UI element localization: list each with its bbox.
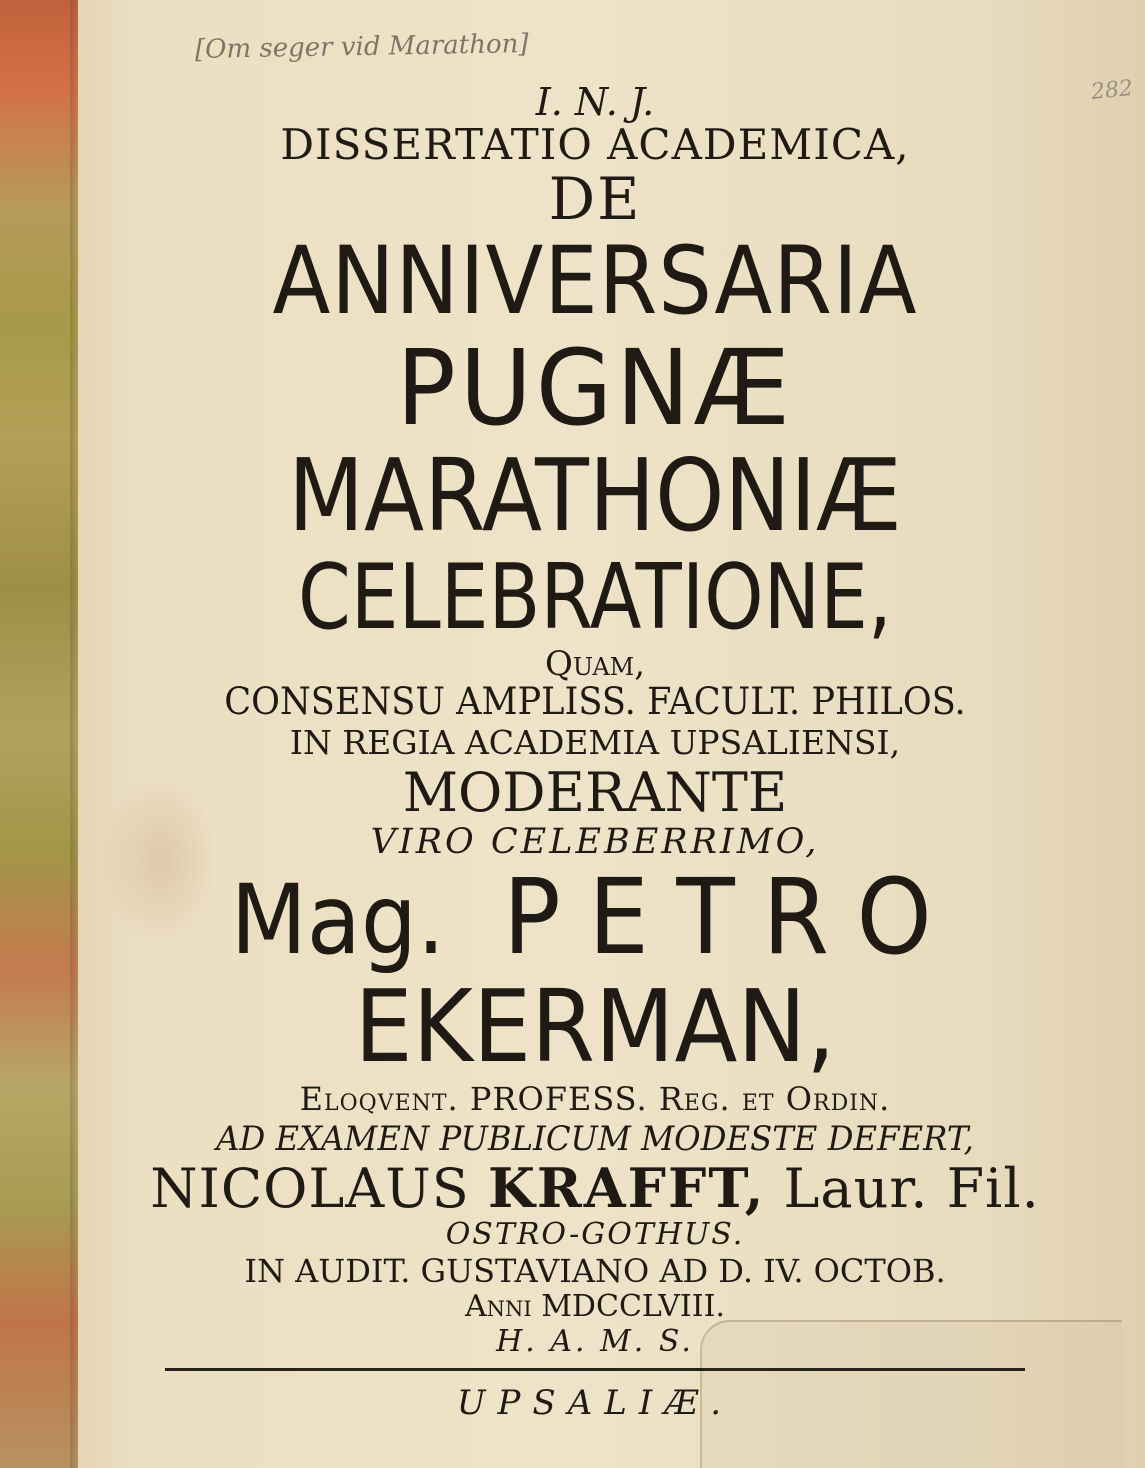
nicolaus-name: NICOLAUS <box>150 1157 470 1220</box>
imprint-rule <box>165 1368 1025 1371</box>
laur-fil: Laur. Fil. <box>783 1157 1040 1220</box>
praeses-name-line <box>130 856 1059 978</box>
consensu-line: CONSENSU AMPLISS. FACULT. PHILOS. <box>224 680 966 723</box>
ad-examen-line: AD EXAMEN PUBLICUM MODESTE DEFERT, <box>216 1119 974 1159</box>
de-line: DE <box>548 165 642 233</box>
anniversaria-line: ANNIVERSARIA <box>272 227 918 336</box>
krafft-name: KRAFFT, <box>487 1156 766 1220</box>
moderante-line: MODERANTE <box>402 761 788 824</box>
title-block <box>90 82 1100 1423</box>
celebratione-line: CELEBRATIONE, <box>298 545 892 650</box>
corner-number-note: 282 <box>1089 75 1135 106</box>
dissertatio-line: DISSERTATIO ACADEMICA, <box>280 120 910 169</box>
respondent-name-line <box>90 1156 1100 1220</box>
imprint-place: UPSALIÆ. <box>456 1383 734 1423</box>
regia-academia-line: IN REGIA ACADEMIA UPSALIENSI, <box>289 723 901 762</box>
auditorium-date-line: IN AUDIT. GUSTAVIANO AD D. IV. OCTOB. <box>244 1252 946 1290</box>
handwritten-note: [Om seger vid Marathon] <box>194 29 529 65</box>
marathoniae-line: MARATHONIÆ <box>288 437 902 554</box>
quam-line: Quam, <box>544 644 646 684</box>
petro-name: PETRO <box>503 856 960 978</box>
ekerman-line: EKERMAN, <box>354 968 836 1085</box>
pugnae-line: PUGNÆ <box>396 327 794 449</box>
mag-title: Mag. <box>230 864 446 976</box>
year-line: Anni MDCCLVIII. <box>464 1289 726 1324</box>
ham-line: H. A. M. S. <box>496 1324 694 1359</box>
eloquent-professor-line: Eloqvent. PROFESS. Reg. et Ordin. <box>299 1080 891 1118</box>
book-spine <box>0 0 78 1468</box>
ostro-gothus-line: OSTRO-GOTHUS. <box>445 1217 745 1252</box>
initials-line: I. N. J. <box>535 80 655 124</box>
viro-line: VIRO CELEBERRIMO, <box>370 822 820 862</box>
